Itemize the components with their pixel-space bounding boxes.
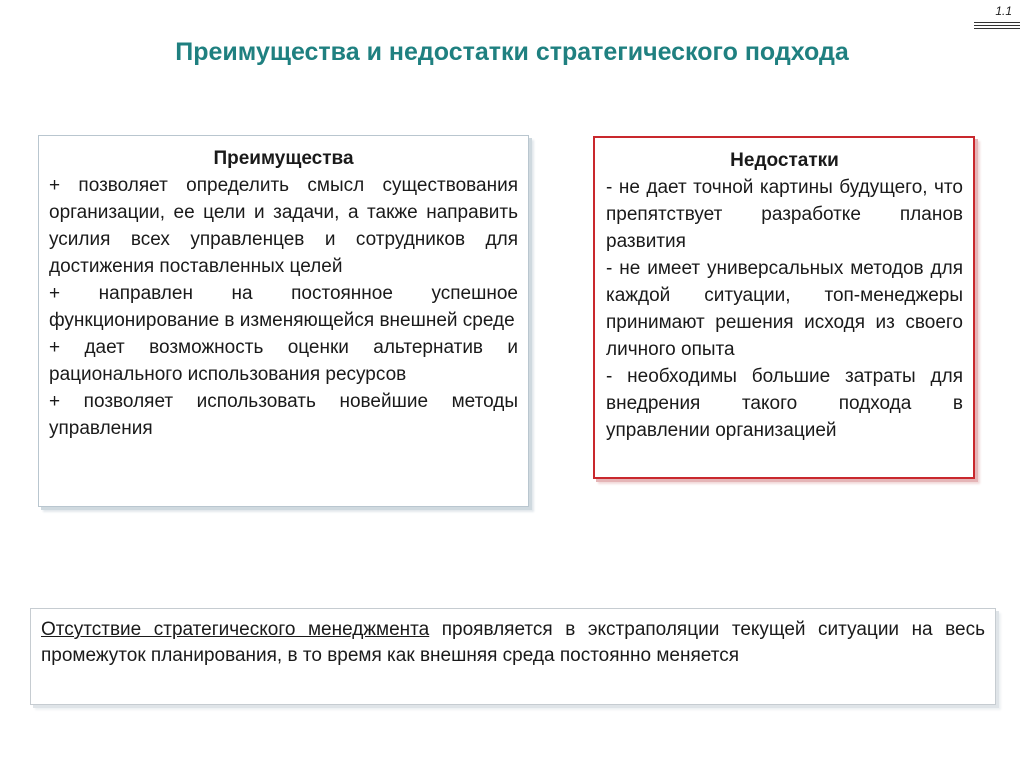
conclusion-term: Отсутствие стратегического менеджмента — [41, 619, 430, 640]
disadvantages-box — [593, 136, 975, 479]
conclusion-box — [30, 608, 996, 705]
advantages-heading: Преимущества — [213, 148, 354, 169]
disadvantage-item: - не дает точной картины будущего, что препятствует разработке планов развития — [606, 177, 963, 252]
advantages-box — [38, 135, 529, 507]
slide-number-rule — [974, 22, 1020, 31]
advantage-item: + позволяет использовать новейшие методы управления — [49, 391, 518, 439]
advantage-item: + дает возможность оценки альтернатив и рационального использования ресурсов — [49, 337, 518, 385]
page-title: Преимущества и недостатки стратегического подхода — [175, 38, 849, 66]
conclusion-text: проявляется в экстраполяции текущей ситуации на весь промежуток планирования, в то время как внешняя среда постоянно меняется — [41, 619, 985, 666]
advantage-item: + позволяет определить смысл существования организации, ее цели и задачи, а также направить усилия всех управленцев и сотрудников для достижения поставленных целей — [49, 175, 518, 277]
advantage-item: + направлен на постоянное успешное функционирование в изменяющейся внешней среде — [49, 283, 518, 331]
disadvantage-item: - не имеет универсальных методов для каждой ситуации, топ-менеджеры принимают решения исходя из своего личного опыта — [606, 258, 963, 360]
slide-number: 1.1 — [995, 4, 1012, 18]
disadvantages-heading: Недостатки — [730, 150, 839, 171]
disadvantage-item: - необходимы большие затраты для внедрения такого подхода в управлении организацией — [606, 366, 963, 441]
